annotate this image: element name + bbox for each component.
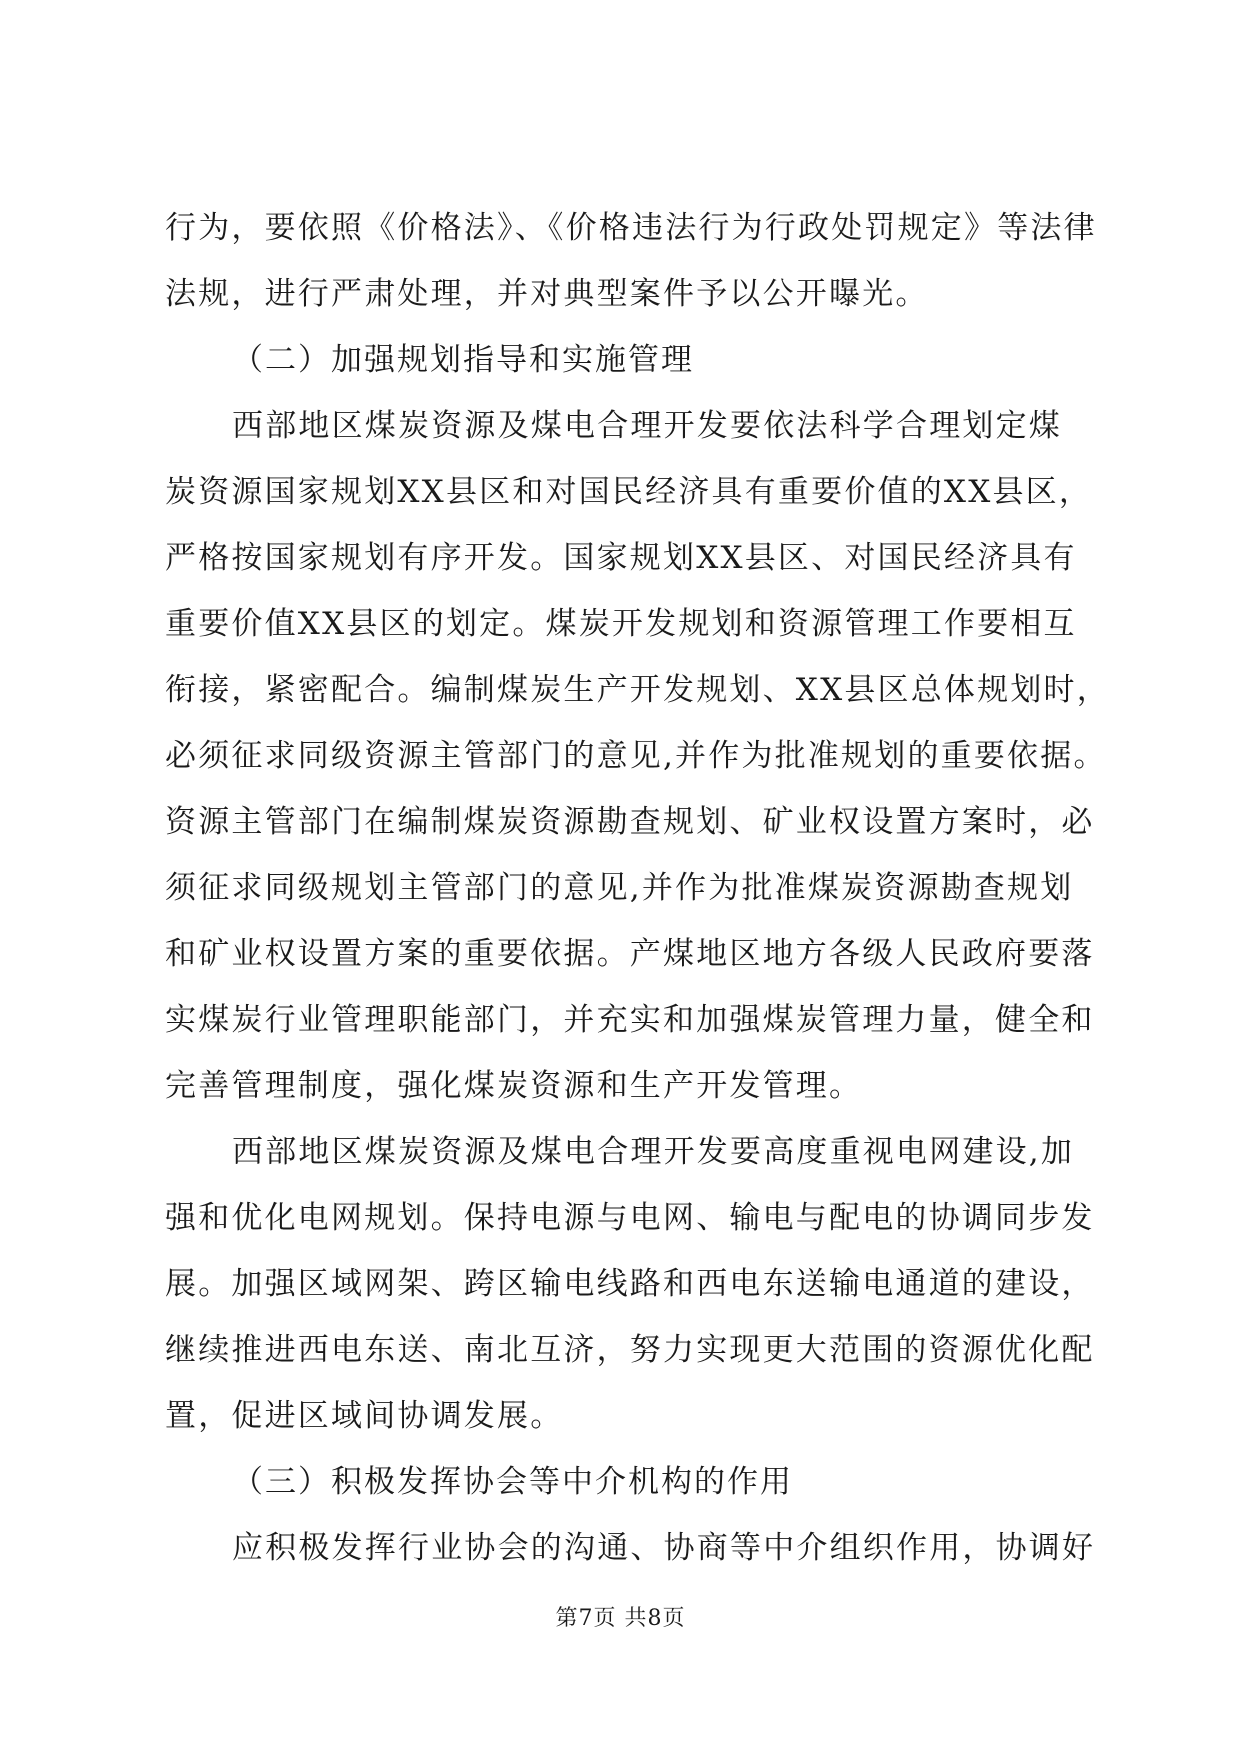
body-line-18: 继续推进西电东送、南北互济，努力实现更大范围的资源优化配 bbox=[165, 1332, 1095, 1368]
body-line-19: 置，促进区域间协调发展。 bbox=[165, 1398, 564, 1434]
paragraph-start-line: 西部地区煤炭资源及煤电合理开发要依法科学合理划定煤 bbox=[232, 408, 1062, 444]
body-line-5: 炭资源国家规划XX县区和对国民经济具有重要价值的XX县区， bbox=[165, 474, 1093, 510]
body-line-11: 须征求同级规划主管部门的意见,并作为批准煤炭资源勘查规划 bbox=[165, 870, 1074, 906]
body-line-12: 和矿业权设置方案的重要依据。产煤地区地方各级人民政府要落 bbox=[165, 936, 1095, 972]
paragraph-start-line: 应积极发挥行业协会的沟通、协商等中介组织作用，协调好 bbox=[232, 1530, 1096, 1566]
body-line-17: 展。加强区域网架、跨区输电线路和西电东送输电通道的建设， bbox=[165, 1266, 1095, 1302]
body-line-16: 强和优化电网规划。保持电源与电网、输电与配电的协调同步发 bbox=[165, 1200, 1095, 1236]
body-line-2: 法规，进行严肃处理，并对典型案件予以公开曝光。 bbox=[165, 276, 929, 312]
body-line-6: 严格按国家规划有序开发。国家规划XX县区、对国民经济具有 bbox=[165, 540, 1077, 576]
body-line-13: 实煤炭行业管理职能部门，并充实和加强煤炭管理力量，健全和 bbox=[165, 1002, 1095, 1038]
body-line-14: 完善管理制度，强化煤炭资源和生产开发管理。 bbox=[165, 1068, 863, 1104]
body-line-8: 衔接，紧密配合。编制煤炭生产开发规划、XX县区总体规划时， bbox=[165, 672, 1110, 708]
section-heading-3: （三）积极发挥协会等中介机构的作用 bbox=[232, 1464, 793, 1500]
body-line-9: 必须征求同级资源主管部门的意见,并作为批准规划的重要依据。 bbox=[165, 738, 1107, 774]
body-line-1: 行为，要依照《价格法》、《价格违法行为行政处罚规定》等法律 bbox=[165, 210, 1097, 246]
section-heading-2: （二）加强规划指导和实施管理 bbox=[232, 342, 694, 378]
body-line-7: 重要价值XX县区的划定。煤炭开发规划和资源管理工作要相互 bbox=[165, 606, 1077, 642]
page-number-footer: 第7页 共8页 bbox=[555, 1606, 686, 1631]
body-line-10: 资源主管部门在编制煤炭资源勘查规划、矿业权设置方案时，必 bbox=[165, 804, 1095, 840]
paragraph-start-line: 西部地区煤炭资源及煤电合理开发要高度重视电网建设,加 bbox=[232, 1134, 1075, 1170]
